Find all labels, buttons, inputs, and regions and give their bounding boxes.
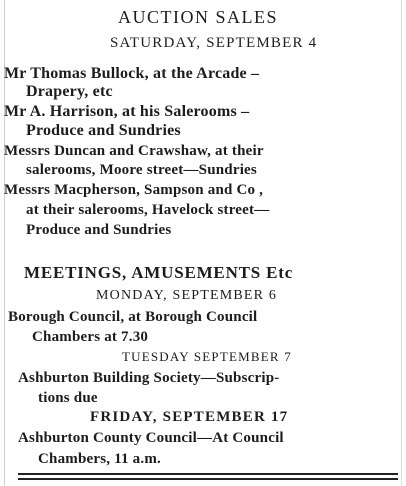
auction-sales-heading: AUCTION SALES [118, 7, 279, 27]
meeting-date-monday: MONDAY, SEPTEMBER 6 [96, 288, 278, 303]
auction-entry-3-line2: salerooms, Moore street—Sundries [26, 162, 257, 178]
meeting-friday-line2: Chambers, 11 a.m. [38, 451, 161, 467]
auction-date: SATURDAY, SEPTEMBER 4 [110, 35, 318, 51]
auction-entry-4-line2: at their salerooms, Havelock street— [26, 202, 270, 218]
auction-entry-1-line2: Drapery, etc [26, 83, 113, 100]
meeting-date-friday: FRIDAY, SEPTEMBER 17 [90, 409, 289, 425]
meeting-tuesday-line2: tions due [38, 390, 98, 406]
auction-entry-2-line1: Mr A. Harrison, at his Salerooms – [4, 103, 250, 120]
meeting-monday-line1: Borough Council, at Borough Council [8, 309, 258, 325]
meeting-tuesday-line1: Ashburton Building Society—Subscrip- [18, 370, 280, 386]
auction-entry-2-line2: Produce and Sundries [26, 122, 181, 139]
auction-entry-4-line3: Produce and Sundries [26, 222, 172, 238]
meeting-friday-line1: Ashburton County Council—At Council [18, 430, 284, 446]
meeting-date-tuesday: TUESDAY SEPTEMBER 7 [122, 349, 292, 364]
closing-rule-top [18, 473, 398, 475]
meeting-monday-line2: Chambers at 7.30 [32, 329, 149, 345]
meetings-heading: MEETINGS, AMUSEMENTS Etc [24, 263, 294, 282]
column-border-right [401, 0, 402, 486]
auction-entry-3-line1: Messrs Duncan and Crawshaw, at their [4, 143, 264, 159]
auction-entry-1-line1: Mr Thomas Bullock, at the Arcade – [4, 65, 260, 82]
closing-rule-bottom [18, 478, 398, 480]
auction-entry-4-line1: Messrs Macpherson, Sampson and Co , [4, 182, 264, 198]
